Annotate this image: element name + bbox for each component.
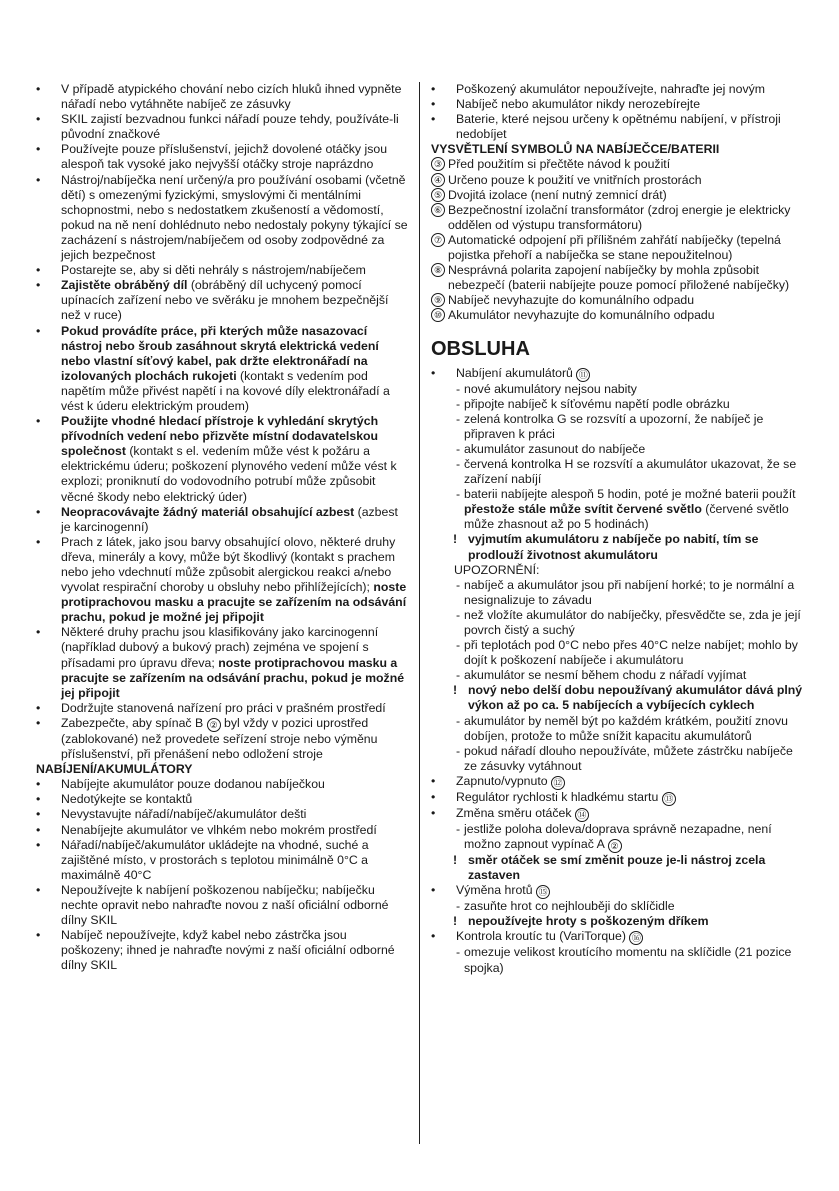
text-segment: červená kontrolka H se rozsvítí a akumulátor ukazovat, že se zařízení nabíjí — [464, 456, 797, 487]
text-segment: (červené světlo může zhasnout až po 5 hodinách) — [464, 502, 789, 532]
text-segment: jestliže poloha doleva/doprava správně nezapadne, není možno zapnout vypínač A — [464, 821, 772, 852]
item-text — [61, 777, 408, 792]
text-segment: Nabíjení akumulátorů — [456, 365, 577, 380]
text-segment: Baterie, které nejsou určeny k opětnému nabíjení, v přístroji nedobíjet — [456, 112, 781, 142]
warning-item — [431, 683, 803, 713]
text-segment: Nabíječ nebo akumulátor nikdy nerozebírejte — [456, 97, 701, 112]
symbol-item — [431, 293, 803, 308]
item-text — [61, 263, 408, 278]
warning-item — [431, 853, 803, 883]
dash-icon: - — [456, 743, 461, 758]
list-item — [36, 823, 408, 838]
text-segment: akumulátor zasunout do nabíječe — [464, 441, 646, 456]
symbol-item — [431, 233, 803, 263]
section-title: OBSLUHA — [431, 337, 530, 360]
dash-item — [431, 822, 803, 853]
text-segment: nabíječ a akumulátor jsou při nabíjení horké; to je normální a nesignalizuje to závadu — [464, 577, 795, 607]
text-segment: Zabezpečte, aby spínač B — [61, 715, 207, 730]
section-heading: VYSVĚTLENÍ SYMBOLŮ NA NABÍJEČCE/BATERII — [431, 142, 720, 157]
list-item — [431, 929, 803, 945]
dash-icon: - — [456, 577, 461, 592]
list-item — [36, 838, 408, 883]
dash-icon: - — [456, 456, 461, 471]
item-text: Určeno pouze k použití ve vnitřních prostorách — [448, 172, 702, 187]
dash-icon: - — [456, 441, 461, 456]
text-segment: Nabíjejte akumulátor pouze dodanou nabíječkou — [61, 777, 325, 792]
item-text — [61, 112, 408, 142]
symbol-item — [431, 173, 803, 188]
text-segment: Nepoužívejte k nabíjení poškozenou nabíječku; nabíječku nechte opravit nebo nahraďte novou z naší oficiální odborné dílny SKIL — [61, 882, 389, 928]
bold-text: Neopracovávajte žádný materiál obsahující azbest — [61, 504, 355, 519]
item-text: Bezpečnostní izolační transformátor (zdroj energie je elektricky oddělen od výstupu transformátoru) — [448, 202, 791, 232]
warning-item — [431, 914, 803, 929]
bold-text: Použijte vhodné hledací přístroje k vyhledání skrytých přívodních vedení nebo přizvěte místní dodavatelskou společnost — [61, 414, 379, 459]
list-item — [36, 716, 408, 762]
bullet-icon: • — [431, 97, 436, 112]
bullet-icon: • — [36, 625, 41, 640]
dash-icon: - — [456, 396, 461, 411]
item-text — [61, 324, 408, 415]
text-segment: zasuňte hrot co nejhlouběji do sklíčidle — [464, 899, 675, 914]
text-segment: (kontakt s vedením pod napětím může přivést napětí i na kovové díly elektronářadí a vést k úderu elektrickým proudem) — [61, 368, 390, 413]
item-text — [456, 97, 803, 112]
bullet-icon: • — [36, 263, 41, 278]
left-column — [36, 82, 408, 973]
item-text — [61, 792, 408, 807]
dash-item — [431, 442, 803, 457]
list-item — [431, 774, 803, 790]
item-text — [456, 82, 803, 97]
bold-text: přestože stále může svítit červené světlo — [464, 502, 702, 517]
exclamation-icon: ! — [453, 683, 458, 698]
list-item — [431, 112, 803, 142]
bullet-icon: • — [431, 789, 436, 804]
bold-text: vyjmutím akumulátoru z nabíječe po nabití, tím se prodlouží životnost akumulátoru — [468, 532, 759, 562]
list-item — [36, 324, 408, 415]
dash-icon: - — [456, 607, 461, 622]
text-segment: Zapnuto/vypnuto — [456, 773, 552, 788]
dash-item — [431, 668, 803, 683]
bullet-icon: • — [36, 715, 41, 730]
item-text: Nesprávná polarita zapojení nabíječky by mohla způsobit nebezpečí (baterii nabíjejte pouze pomocí přiložené nabíječky) — [448, 263, 790, 293]
symbol-number: ④ — [431, 173, 445, 187]
symbol-item — [431, 308, 803, 323]
bullet-icon: • — [36, 112, 41, 127]
warning-item — [431, 532, 803, 562]
symbol-number: ⑨ — [431, 293, 445, 307]
item-text — [464, 608, 803, 638]
dash-icon: - — [456, 638, 461, 653]
dash-icon: - — [456, 411, 461, 426]
item-text — [468, 683, 803, 713]
list-item — [36, 625, 408, 700]
list-item — [431, 97, 803, 112]
list-item — [36, 792, 408, 807]
dash-item — [431, 899, 803, 914]
callout-number: ⑬ — [662, 792, 676, 806]
item-text — [61, 142, 408, 172]
bullet-icon: • — [36, 807, 41, 822]
text-segment: Změna směru otáček — [456, 805, 575, 820]
exclamation-icon: ! — [453, 914, 458, 929]
item-text — [464, 714, 803, 744]
item-text — [61, 883, 408, 928]
list-item — [36, 414, 408, 505]
dash-icon: - — [456, 899, 461, 914]
item-text — [456, 929, 803, 945]
bullet-icon: • — [36, 534, 41, 549]
bullet-icon: • — [431, 929, 436, 944]
text-segment: při teplotách pod 0°C nebo přes 40°C nelze nabíjet; mohlo by dojít k poškození nabíječe i akumulátoru — [464, 638, 798, 668]
item-text — [464, 487, 803, 532]
item-text — [61, 414, 408, 505]
text-segment: akumulátor by neměl být po každém krátkém, použití znovu dobíjen, protože to může snížit kapacitu akumulátorů — [464, 713, 788, 743]
list-item — [431, 563, 803, 578]
list-item — [431, 82, 803, 97]
dash-item — [431, 714, 803, 744]
symbol-number: ⑧ — [431, 263, 445, 277]
bullet-icon: • — [431, 805, 436, 820]
symbol-item — [431, 188, 803, 203]
text-segment: Kontrola kroutíc tu (VariTorque) — [456, 929, 630, 944]
bold-text: Pokud provádíte práce, při kterých může nasazovací nástroj nebo šroub zasáhnout skrytá elektrická vedení nebo vlastní síťový kabel, pak držte elektronářadí na izolovaných plochách rukojeti — [61, 323, 379, 383]
text-segment: Nedotýkejte se kontaktů — [61, 792, 193, 807]
symbol-item — [431, 157, 803, 172]
list-item — [36, 807, 408, 822]
bold-text: Zajistěte obráběný díl — [61, 278, 188, 293]
text-segment: SKIL zajistí bezvadnou funkci nářadí pouze tehdy, používáte-li původní značkové — [61, 112, 399, 142]
symbol-number: ③ — [431, 157, 445, 171]
bold-text: nový nebo delší dobu nepoužívaný akumulátor dává plný výkon až po ca. 5 nabíjecích a vybíjecích cyklech — [468, 683, 803, 713]
column-divider — [419, 82, 420, 1144]
item-text — [456, 112, 803, 142]
right-column — [431, 82, 803, 976]
item-text — [456, 806, 803, 822]
list-item — [36, 777, 408, 792]
list-item — [36, 535, 408, 626]
list-item — [431, 790, 803, 806]
list-item — [36, 505, 408, 535]
item-text: Před použitím si přečtěte návod k použití — [448, 157, 671, 172]
bullet-icon: • — [36, 278, 41, 293]
callout-number: ⑫ — [551, 776, 565, 790]
list-item — [36, 112, 408, 142]
bullet-icon: • — [431, 112, 436, 127]
text-segment: Používejte pouze příslušenství, jejichž dovolené otáčky jsou alespoň tak vysoké jako nejvyšší otáčky stroje naprázdno — [61, 142, 388, 172]
text-segment: akumulátor se nesmí během chodu z nářadí vyjímat — [464, 668, 747, 683]
item-text — [61, 807, 408, 822]
text-segment: (obráběný díl uchycený pomocí upínacích zařízení nebo ve svěráku je mnohem bezpečnější než v ruce) — [61, 278, 389, 323]
dash-item — [431, 397, 803, 412]
item-text — [464, 382, 803, 397]
item-text: UPOZORNĚNÍ: — [454, 562, 540, 577]
item-text — [464, 442, 803, 457]
item-text — [61, 278, 408, 323]
item-text — [61, 173, 408, 264]
symbol-number: ⑤ — [431, 188, 445, 202]
callout-number: ⑯ — [629, 931, 643, 945]
bullet-icon: • — [36, 777, 41, 792]
item-text — [61, 701, 408, 716]
text-segment: pokud nářadí dlouho nepoužíváte, můžete zástrčku nabíječe ze zásuvky vytáhnout — [464, 743, 793, 773]
item-text — [464, 945, 803, 975]
dash-item — [431, 412, 803, 442]
section-heading: NABÍJENÍ/AKUMULÁTORY — [36, 762, 193, 777]
bold-text: noste protiprachovou masku a pracujte se zařízením na odsávání prachu, pokud je možné jej připojit — [61, 580, 407, 625]
item-text — [468, 532, 803, 562]
item-text — [468, 914, 803, 929]
exclamation-icon: ! — [453, 532, 458, 547]
dash-icon: - — [456, 668, 461, 683]
item-text — [468, 853, 803, 883]
item-text: Akumulátor nevyhazujte do komunálního odpadu — [448, 308, 715, 323]
dash-icon: - — [456, 945, 461, 960]
item-text — [61, 535, 408, 626]
bullet-icon: • — [36, 792, 41, 807]
item-text — [464, 397, 803, 412]
item-text — [464, 668, 803, 683]
item-text — [61, 82, 408, 112]
item-text: Dvojitá izolace (není nutný zemnicí drát) — [448, 187, 667, 202]
item-text — [456, 883, 803, 899]
text-segment: zelená kontrolka G se rozsvítí a upozorní, že nabíječ je připraven k práci — [464, 411, 764, 441]
dash-icon: - — [456, 487, 461, 502]
callout-number: ⑪ — [576, 368, 590, 382]
text-segment: nové akumulátory nejsou nabity — [464, 381, 637, 396]
item-text — [464, 899, 803, 914]
callout-number: ② — [207, 718, 221, 732]
list-item — [36, 82, 408, 112]
callout-number: ⑭ — [575, 808, 589, 822]
item-text — [61, 505, 408, 535]
item-text — [61, 625, 408, 700]
item-text — [464, 822, 803, 853]
text-segment: Některé druhy prachu jsou klasifikovány jako karcinogenní (například dubový a bukový prach) zejména ve spojení s přísadami pro úpravu dřeva; — [61, 625, 379, 670]
item-text — [456, 774, 803, 790]
text-segment: Nenabíjejte akumulátor ve vlhkém nebo mokrém prostředí — [61, 822, 377, 837]
item-text — [464, 457, 803, 487]
exclamation-icon: ! — [453, 853, 458, 868]
symbol-item — [431, 203, 803, 233]
callout-number: ② — [608, 839, 622, 853]
dash-icon: - — [456, 713, 461, 728]
item-text — [61, 928, 408, 973]
dash-item — [431, 487, 803, 532]
list-item — [431, 883, 803, 899]
list-item — [36, 928, 408, 973]
text-segment: Prach z látek, jako jsou barvy obsahující olovo, některé druhy dřeva, minerály a kovy, může být škodlivý (kontakt s prachem nebo jeho vdechnutí může způsobit alergickou reakci a/nebo vyvolat respirační choroby u obsluhy nebo přihlížejících); — [61, 534, 396, 595]
item-text — [61, 838, 408, 883]
text-segment: připojte nabíječ k síťovému napětí podle obrázku — [464, 396, 730, 411]
item-text — [61, 716, 408, 762]
dash-item — [431, 457, 803, 487]
bullet-icon: • — [36, 882, 41, 897]
text-segment: V případě atypického chování nebo cizích hluků ihned vypněte nářadí nebo vytáhněte nabíječ ze zásuvky — [61, 82, 402, 112]
item-text — [464, 412, 803, 442]
symbol-number: ⑩ — [431, 308, 445, 322]
dash-icon: - — [456, 821, 461, 836]
list-item — [36, 173, 408, 264]
list-item — [431, 366, 803, 382]
item-text — [464, 578, 803, 608]
symbol-number: ⑥ — [431, 203, 445, 217]
list-item — [36, 278, 408, 323]
callout-number: ⑮ — [536, 885, 550, 899]
item-text: Automatické odpojení při přílišném zahřátí nabíječky (tepelná pojistka přehoří a nabíječka se stane nepoužitelnou) — [448, 232, 781, 263]
bullet-icon: • — [431, 82, 436, 96]
bullet-icon: • — [36, 928, 41, 943]
item-text — [464, 638, 803, 668]
item-text — [456, 366, 803, 382]
text-segment: Postarejte se, aby si děti nehrály s nástrojem/nabíječem — [61, 263, 366, 278]
bullet-icon: • — [36, 700, 41, 715]
dash-item — [431, 744, 803, 774]
symbol-number: ⑦ — [431, 233, 445, 247]
text-segment: omezuje velikost kroutícího momentu na sklíčidle (21 pozice spojka) — [464, 945, 792, 975]
list-item — [36, 263, 408, 278]
text-segment: Výměna hrotů — [456, 883, 536, 898]
item-text — [464, 744, 803, 774]
text-segment: Dodržujte stanovená nařízení pro práci v prašném prostředí — [61, 700, 386, 715]
bullet-icon: • — [36, 414, 41, 429]
bullet-icon: • — [36, 504, 41, 519]
bold-text: směr otáček se smí změnit pouze je-li nástroj zcela zastaven — [468, 853, 766, 883]
list-item — [431, 806, 803, 822]
text-segment: baterii nabíjejte alespoň 5 hodin, poté je možné baterii použít — [464, 487, 796, 502]
bold-text: noste protiprachovou masku a pracujte se zařízením na odsávání prachu, pokud je možné jej připojit — [61, 655, 405, 700]
text-segment: Regulátor rychlosti k hladkému startu — [456, 789, 662, 804]
bullet-icon: • — [36, 142, 41, 157]
bullet-icon: • — [36, 82, 41, 96]
text-segment: Nabíječ nepoužívejte, když kabel nebo zástrčka jsou poškozeny; ihned je nahraďte novými z naší oficiální odborné dílny SKIL — [61, 928, 395, 973]
symbol-item — [431, 263, 803, 293]
bold-text: nepoužívejte hroty s poškozeným dříkem — [468, 914, 709, 929]
list-item — [36, 883, 408, 928]
bullet-icon: • — [36, 172, 41, 187]
bullet-icon: • — [36, 837, 41, 852]
text-segment: byl vždy v pozici uprostřed (zablokované) než provedete seřízení stroje nebo výměnu příslušenství, při přenášení nebo odložení stroje — [61, 715, 378, 762]
text-segment: Nevystavujte nářadí/nabíječ/akumulátor dešti — [61, 807, 307, 822]
bullet-icon: • — [431, 773, 436, 788]
list-item — [36, 142, 408, 172]
dash-item — [431, 638, 803, 668]
bullet-icon: • — [431, 883, 436, 898]
item-text — [61, 823, 408, 838]
text-segment: Nářadí/nabíječ/akumulátor ukládejte na vhodné, suché a zajištěné místo, v prostorách s teplotou minimálně 0°C a maximálně 40°C — [61, 837, 369, 882]
bullet-icon: • — [431, 365, 436, 380]
text-segment: (kontakt s el. vedením může vést k požáru a elektrickému úderu; poškození plynového vedení může vést k explozi; proniknutí do vodovodního potrubí může způsobit věcné škody nebo elektrický úder) — [61, 444, 397, 504]
dash-item — [431, 578, 803, 608]
bullet-icon: • — [36, 323, 41, 338]
item-text: Nabíječ nevyhazujte do komunálního odpadu — [448, 293, 695, 308]
text-segment: Poškozený akumulátor nepoužívejte, nahraďte jej novým — [456, 82, 766, 96]
list-item — [36, 701, 408, 716]
dash-icon: - — [456, 381, 461, 396]
text-segment: Nástroj/nabíječka není určený/a pro používání osobami (včetně dětí) s omezenými fyzickými, smyslovými či mentálními schopnostmi, nebo s nedostatkem zkušeností a vědomostí, pokud na ně není dohlédnuto nebo nedostaly pokyny týkající se zacházení s nástrojem/nabíječem od osoby zodpovědné za jejich bezpečnost — [61, 172, 408, 263]
dash-item — [431, 382, 803, 397]
dash-item — [431, 945, 803, 975]
text-segment: než vložíte akumulátor do nabíječky, přesvědčte se, zda je její povrch čistý a suchý — [464, 607, 801, 637]
bullet-icon: • — [36, 822, 41, 837]
dash-item — [431, 608, 803, 638]
text-segment: (azbest je karcinogenní) — [61, 504, 398, 534]
item-text — [456, 790, 803, 806]
